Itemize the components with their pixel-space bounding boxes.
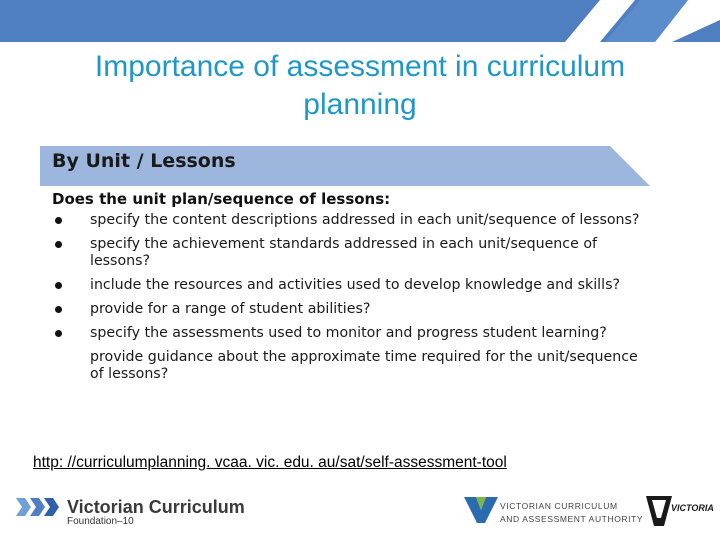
- bullet-dot: [55, 241, 62, 248]
- panel-question: Does the unit plan/sequence of lessons:: [52, 190, 391, 208]
- list-item-text: specify the achievement standards addressed in each unit/sequence of lessons?: [90, 236, 598, 269]
- bullet-dot: [55, 282, 62, 289]
- list-item: [50, 349, 640, 383]
- checklist: [50, 212, 640, 390]
- bullet-dot: [55, 217, 62, 224]
- bullet-dot: [55, 330, 62, 337]
- panel-header: By Unit / Lessons: [52, 150, 236, 172]
- vcaa-logo-text: [500, 500, 643, 526]
- vc-logo-sub: Foundation–10: [67, 516, 134, 527]
- bullet-dot: [55, 306, 62, 313]
- self-assessment-link[interactable]: http: //curriculumplanning. vcaa. vic. edu. au/sat/self-assessment-tool: [33, 454, 507, 471]
- vcaa-line2: AND ASSESSMENT AUTHORITY: [500, 514, 644, 524]
- list-item: [50, 212, 640, 229]
- victorian-curriculum-logo-icon: [16, 498, 64, 516]
- victoria-logo-icon: [646, 496, 672, 526]
- vcaa-line1: VICTORIAN CURRICULUM: [500, 501, 618, 511]
- list-item: [50, 277, 640, 294]
- list-item-text: include the resources and activities used to develop knowledge and skills?: [90, 277, 620, 293]
- list-item-text: specify the assessments used to monitor and progress student learning?: [90, 325, 607, 341]
- vcaa-logo-icon: [464, 497, 498, 523]
- vc-logo-name: Victorian Curriculum: [67, 497, 245, 517]
- top-banner: [0, 0, 720, 42]
- list-item-text: provide for a range of student abilities?: [90, 301, 371, 317]
- list-item: [50, 325, 640, 342]
- list-item-text: provide guidance about the approximate time required for the unit/sequence of lessons?: [90, 349, 638, 382]
- list-item-text: specify the content descriptions addressed in each unit/sequence of lessons?: [90, 212, 640, 228]
- victoria-logo-text: VICTORIA: [671, 503, 714, 513]
- slide-title: Importance of assessment in curriculum planning: [94, 50, 626, 121]
- list-item: [50, 236, 640, 270]
- list-item: [50, 301, 640, 318]
